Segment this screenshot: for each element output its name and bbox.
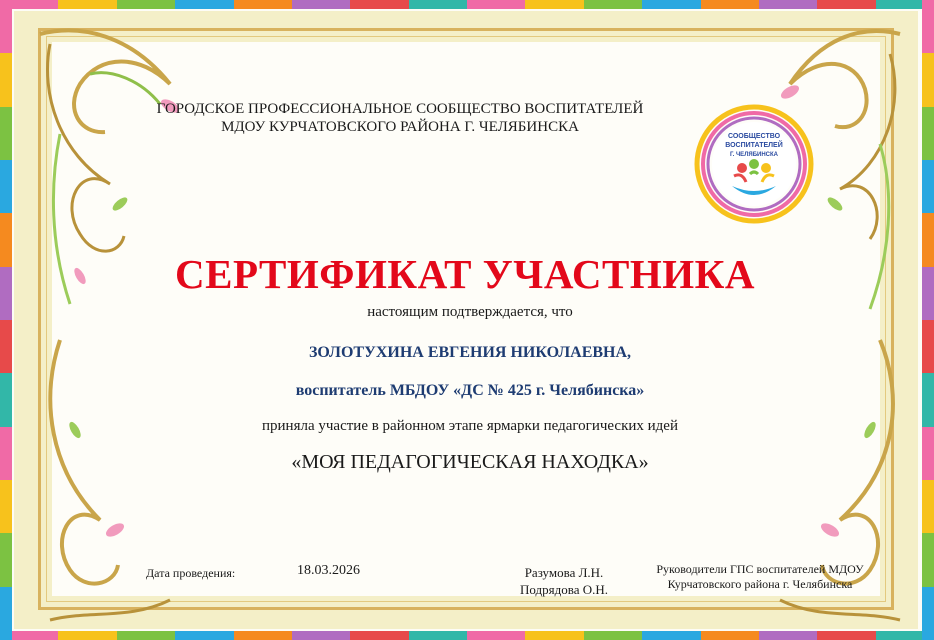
stripe-left-segment — [0, 160, 12, 213]
stripe-right-segment — [922, 427, 934, 480]
stripe-bottom-segment — [58, 631, 116, 640]
confirmation-text: настоящим подтверждается, что — [367, 304, 573, 320]
organization-header — [110, 100, 690, 136]
leaders-block — [640, 562, 880, 592]
rainbow-stripe-bottom — [0, 631, 934, 640]
signer-1: Разумова Л.Н. — [524, 565, 604, 580]
stripe-top-segment — [642, 0, 700, 9]
stripe-right-segment — [922, 373, 934, 426]
stripe-left-segment — [0, 53, 12, 106]
stripe-bottom-segment — [350, 631, 408, 640]
date-value: 18.03.2026 — [297, 563, 360, 578]
logo-text-line-1: СООБЩЕСТВО — [727, 133, 781, 140]
stripe-right-segment — [922, 320, 934, 373]
stripe-bottom-segment — [759, 631, 817, 640]
stripe-left-segment — [0, 213, 12, 266]
stripe-top-segment — [58, 0, 116, 9]
stripe-left-segment — [0, 587, 12, 640]
stripe-bottom-segment — [292, 631, 350, 640]
logo-text-line-3: Г. ЧЕЛЯБИНСКА — [729, 152, 779, 158]
stripe-left-segment — [0, 427, 12, 480]
stripe-left-segment — [0, 0, 12, 53]
stripe-top-segment — [350, 0, 408, 9]
stripe-top-segment — [234, 0, 292, 9]
stripe-bottom-segment — [701, 631, 759, 640]
leaders-line-2: Курчатовского района г. Челябинска — [667, 577, 853, 591]
signer-2: Подрядова О.Н. — [520, 582, 608, 597]
stripe-right-segment — [922, 480, 934, 533]
stripe-bottom-segment — [409, 631, 467, 640]
stripe-left-segment — [0, 320, 12, 373]
rainbow-stripe-top — [0, 0, 934, 9]
recipient-position: воспитатель МБДОУ «ДС № 425 г. Челябинска» — [295, 382, 645, 399]
logo-text-line-2: ВОСПИТАТЕЛЕЙ — [725, 142, 783, 149]
community-logo-icon — [694, 104, 814, 224]
leaders-line-1: Руководители ГПС воспитателей МДОУ — [656, 562, 864, 576]
stripe-top-segment — [817, 0, 875, 9]
organization-line-2: МДОУ КУРЧАТОВСКОГО РАЙОНА Г. ЧЕЛЯБИНСКА — [221, 119, 579, 135]
participation-text: приняла участие в районном этапе ярмарки педагогических идей — [262, 418, 678, 434]
event-name: «МОЯ ПЕДАГОГИЧЕСКАЯ НАХОДКА» — [291, 451, 649, 473]
stripe-top-segment — [175, 0, 233, 9]
stripe-left-segment — [0, 480, 12, 533]
stripe-top-segment — [409, 0, 467, 9]
stripe-bottom-segment — [117, 631, 175, 640]
stripe-left-segment — [0, 373, 12, 426]
stripe-right-segment — [922, 53, 934, 106]
rainbow-stripe-right — [922, 0, 934, 640]
stripe-bottom-segment — [175, 631, 233, 640]
stripe-right-segment — [922, 160, 934, 213]
stripe-right-segment — [922, 0, 934, 53]
stripe-left-segment — [0, 533, 12, 586]
stripe-bottom-segment — [642, 631, 700, 640]
stripe-top-segment — [701, 0, 759, 9]
stripe-top-segment — [117, 0, 175, 9]
stripe-right-segment — [922, 267, 934, 320]
stripe-right-segment — [922, 107, 934, 160]
stripe-bottom-segment — [467, 631, 525, 640]
stripe-bottom-segment — [584, 631, 642, 640]
stripe-left-segment — [0, 107, 12, 160]
stripe-top-segment — [525, 0, 583, 9]
stripe-top-segment — [759, 0, 817, 9]
bottom-left-swirl-ornament — [20, 330, 190, 630]
organization-line-1: ГОРОДСКОЕ ПРОФЕССИОНАЛЬНОЕ СООБЩЕСТВО ВОСПИТАТЕЛЕЙ — [156, 101, 644, 117]
stripe-bottom-segment — [234, 631, 292, 640]
stripe-right-segment — [922, 587, 934, 640]
stripe-right-segment — [922, 213, 934, 266]
stripe-bottom-segment — [817, 631, 875, 640]
rainbow-stripe-left — [0, 0, 12, 640]
signers-block — [506, 564, 622, 598]
stripe-top-segment — [467, 0, 525, 9]
certificate-title: СЕРТИФИКАТ УЧАСТНИКА — [175, 251, 755, 297]
stripe-top-segment — [584, 0, 642, 9]
recipient-name: ЗОЛОТУХИНА ЕВГЕНИЯ НИКОЛАЕВНА, — [308, 344, 632, 361]
stripe-top-segment — [292, 0, 350, 9]
date-label: Дата проведения: — [146, 566, 236, 580]
stripe-right-segment — [922, 533, 934, 586]
stripe-bottom-segment — [525, 631, 583, 640]
stripe-left-segment — [0, 267, 12, 320]
